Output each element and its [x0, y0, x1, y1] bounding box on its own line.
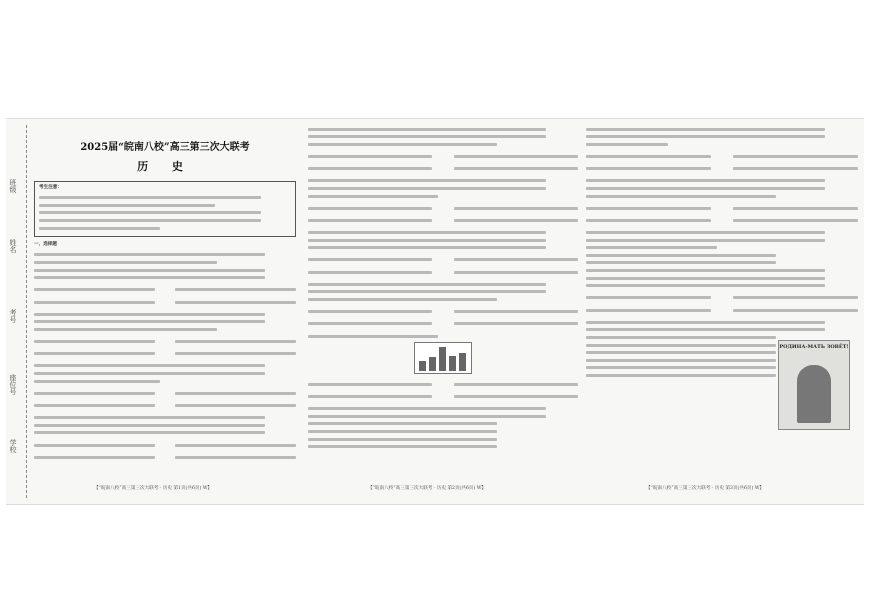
margin-label: 班级	[9, 179, 17, 193]
question-block	[34, 313, 296, 360]
chart-bar	[419, 361, 426, 371]
question-block	[34, 416, 296, 463]
poster-image	[778, 340, 850, 430]
question-block	[586, 269, 858, 316]
question-block	[586, 231, 858, 264]
page-column-1	[34, 123, 296, 495]
page-column-3	[586, 123, 858, 495]
question-block	[308, 231, 578, 278]
poster-figure	[797, 365, 831, 423]
question-block	[34, 364, 296, 411]
question-block	[308, 283, 578, 330]
page-footer: 【“皖南八校”高三第三次大联考 · 历史 第1页(共6页) W】	[94, 486, 213, 492]
exam-title: 2025届“皖南八校”高三第三次大联考	[80, 142, 250, 153]
question-block	[586, 179, 858, 226]
chart-bar	[449, 356, 456, 371]
question-block	[308, 128, 578, 175]
page-footer: 【“皖南八校”高三第三次大联考 · 历史 第3页(共6页) W】	[646, 486, 765, 492]
exam-sheet	[6, 118, 864, 505]
question-block	[308, 179, 578, 226]
question-block	[586, 321, 858, 377]
question-block	[586, 128, 858, 175]
margin-label: 学校	[9, 439, 17, 453]
question-block	[308, 335, 578, 403]
bar-chart	[414, 342, 472, 374]
chart-bar	[429, 357, 436, 371]
binding-line	[26, 125, 27, 498]
binding-margin	[6, 119, 26, 504]
page-column-2	[308, 123, 578, 495]
notice-heading: 考生注意：	[39, 185, 62, 190]
page-footer: 【“皖南八校”高三第三次大联考 · 历史 第2页(共6页) W】	[368, 486, 487, 492]
poster-caption: РОДИНА-МАТЬ ЗОВЁТ!	[779, 344, 849, 350]
margin-label: 考号	[9, 309, 17, 323]
section-heading: 一、选择题	[34, 242, 57, 248]
chart-bar	[459, 353, 466, 371]
margin-label: 座位号	[9, 374, 17, 395]
chart-bar	[439, 347, 446, 371]
margin-label: 姓名	[9, 239, 17, 253]
notice-box	[34, 181, 296, 237]
question-block	[34, 269, 296, 309]
question-block	[308, 407, 578, 448]
subject-title: 历 史	[137, 160, 193, 173]
